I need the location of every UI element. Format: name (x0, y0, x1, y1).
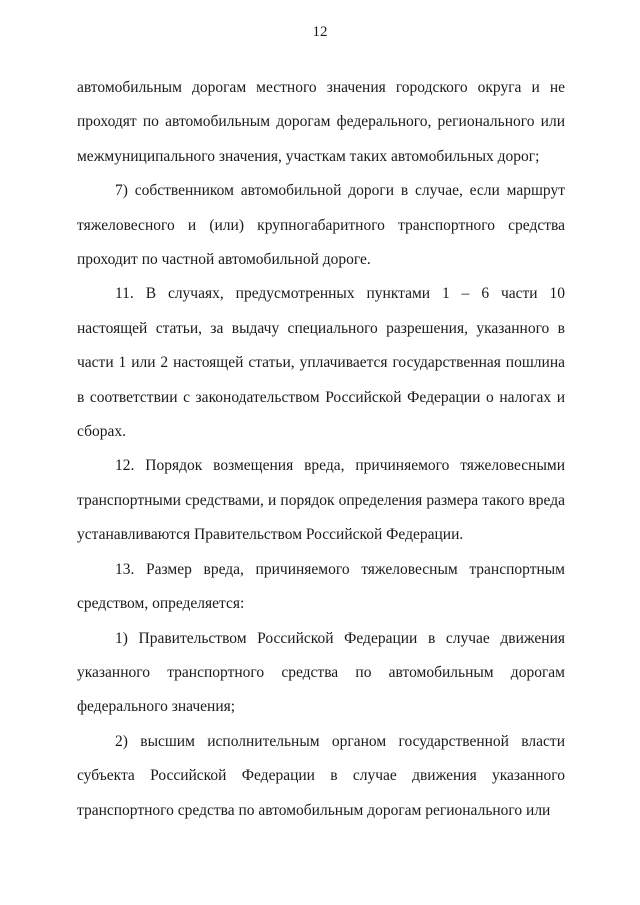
page-number: 12 (312, 24, 328, 40)
paragraph-section-12: 12. Порядок возмещения вреда, причиняемого тяжеловесными транспортными средствами, и порядок определения размера такого вреда устанавливаются Правительством Российской Федерации. (77, 457, 565, 544)
paragraph-section-13: 13. Размер вреда, причиняемого тяжеловесным транспортным средством, определяется: (77, 560, 565, 613)
document-body (77, 71, 565, 828)
paragraph-item-7: 7) собственником автомобильной дороги в случае, если маршрут тяжеловесного и (или) крупногабаритного транспортного средства проходит по частной автомобильной дороге. (77, 182, 565, 269)
paragraph-continuation: автомобильным дорогам местного значения городского округа и не проходят по автомобильным дорогам федерального, регионального или межмуниципального значения, участкам таких автомобильных дорог; (77, 79, 565, 165)
paragraph-item-2: 2) высшим исполнительным органом государственной власти субъекта Российской Федерации в случае движения указанного транспортного средства по автомобильным дорогам регионального или (77, 732, 565, 819)
paragraph-item-1: 1) Правительством Российской Федерации в случае движения указанного транспортного средства по автомобильным дорогам федерального значения; (77, 629, 565, 716)
paragraph-section-11: 11. В случаях, предусмотренных пунктами 1 – 6 части 10 настоящей статьи, за выдачу специального разрешения, указанного в части 1 или 2 настоящей статьи, уплачивается государственная пошлина в соответствии с законодательством Российской Федерации о налогах и сборах. (77, 285, 565, 441)
